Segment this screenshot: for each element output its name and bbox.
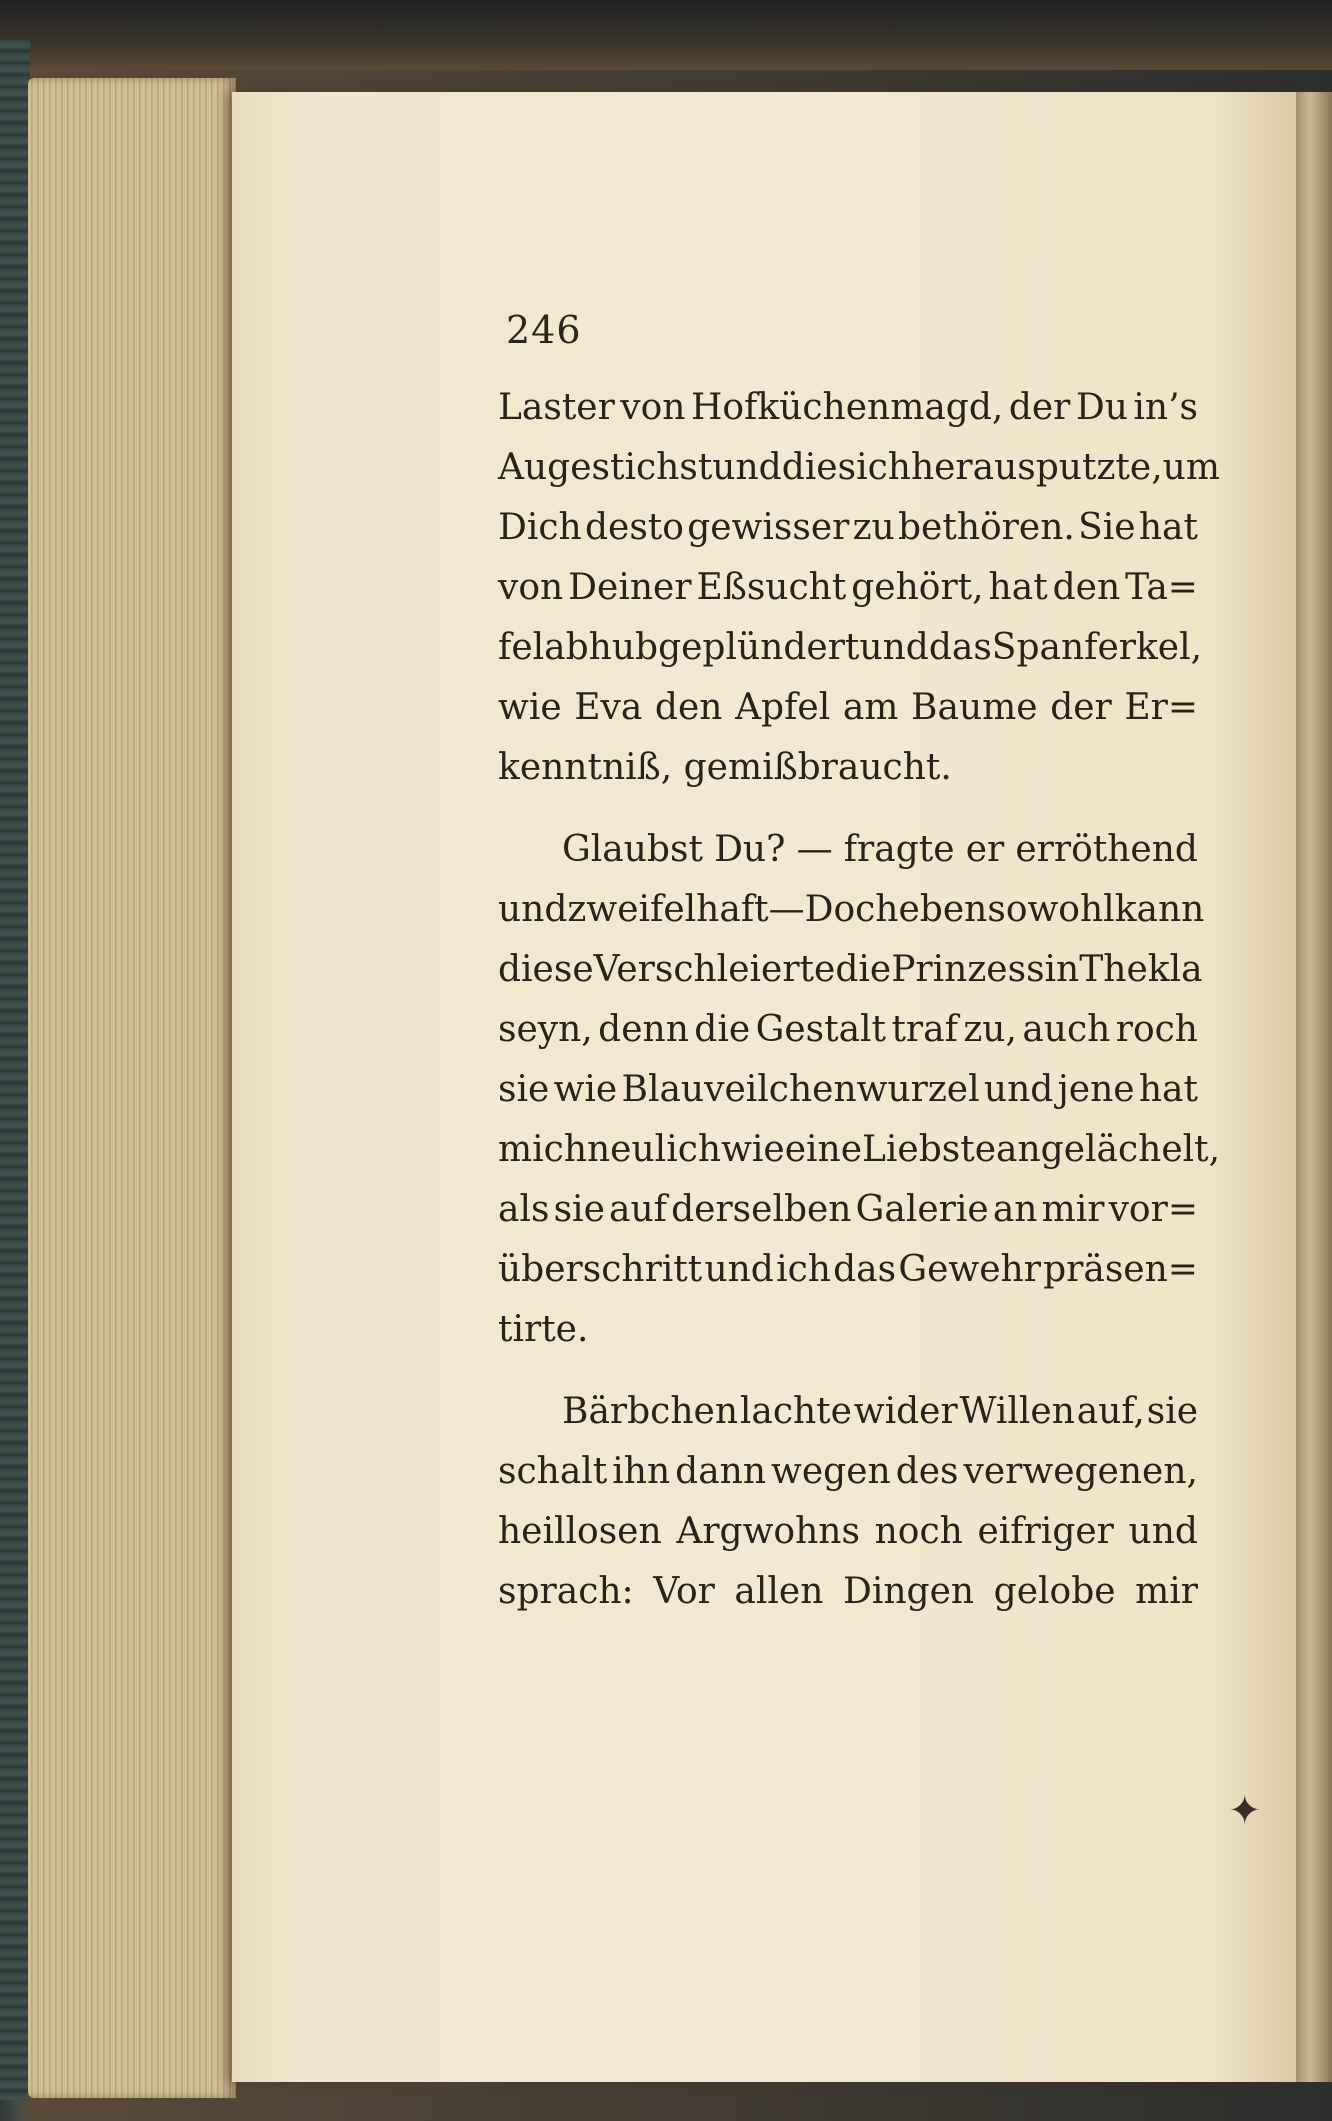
word: Prinzessin [891,949,1080,990]
word: ihn [612,1451,671,1492]
text-line [498,1240,1198,1300]
word: Argwohns [676,1511,860,1552]
text-line: kenntniß, gemißbraucht. [498,747,952,788]
word: und [1128,1511,1198,1552]
word: wider [853,1391,958,1432]
word: Eva [574,687,643,728]
word: auf [609,1189,667,1230]
word: erröthend [1015,829,1198,870]
word: bethören. [898,507,1075,548]
word: als [498,1189,550,1230]
word: — [768,889,805,930]
word: Verschleierte [593,949,836,990]
word: den [1052,567,1121,608]
paragraph [498,1382,1198,1622]
word: zu, [963,1009,1017,1050]
word: überschritt [498,1249,703,1290]
margin-ink-mark: ✦ [1228,1788,1262,1834]
word: Thekla [1079,949,1203,990]
text-line [498,1180,1198,1240]
word: fragte [843,829,955,870]
word: zweifelhaft [567,889,769,930]
word: Laster [498,387,615,428]
word: Du? [714,829,786,870]
word: das [833,1249,897,1290]
word: und [712,447,782,488]
word: Baume [911,687,1038,728]
word: um [1162,447,1220,488]
word: er [965,829,1005,870]
book-spine [0,40,30,2100]
word: Dich [498,507,582,548]
word: geplündert [658,627,860,668]
word: schalt [498,1451,608,1492]
page-stack-edge [28,78,236,2098]
book-cover-top [0,0,1332,70]
word: sowohl [987,889,1115,930]
text-line [498,820,1198,880]
word: Ta= [1125,567,1198,608]
word: Dingen [842,1571,975,1612]
word: sprach: [498,1571,634,1612]
word: zu [852,507,895,548]
word: Auge [498,447,592,488]
word: seyn, [498,1009,593,1050]
text-line [498,1060,1198,1120]
word: denn [598,1009,689,1050]
word: Er= [1124,687,1198,728]
text-line [498,940,1203,1000]
word: mich [498,1129,587,1170]
word: gelobe [993,1571,1116,1612]
word: eben [898,889,988,930]
word: Spanferkel, [991,627,1203,668]
word: auf, [1076,1391,1145,1432]
word: mir [1135,1571,1198,1612]
text-line [498,378,1198,438]
word: Blauveilchenwurzel [621,1069,980,1110]
paragraph [498,820,1221,1360]
word: neulich [587,1129,722,1170]
text-line [498,1120,1221,1180]
word: mir [1041,1189,1105,1230]
word: sie [498,1069,550,1110]
word: desto [584,507,684,548]
word: Liebste [862,1129,997,1170]
word: dann [675,1451,767,1492]
word: in’s [1133,387,1198,428]
word: wie [553,1069,618,1110]
word: und [859,627,929,668]
word: roch [1115,1009,1198,1050]
word: wegen [771,1451,891,1492]
page-text [498,378,1221,1622]
word: das [928,627,992,668]
word: Hofküchenmagd, [690,387,1004,428]
word: auch [1022,1009,1111,1050]
word: Gewehr [898,1249,1041,1290]
word: und [704,1249,774,1290]
text-line [498,678,1198,738]
word: die [694,1009,751,1050]
text-line [498,1502,1198,1562]
word: jene [1057,1069,1135,1110]
word: gehört, [851,567,984,608]
word: Vor [653,1571,715,1612]
word: Gestalt [755,1009,887,1050]
word: herausputzte, [910,447,1163,488]
word: gewisser [687,507,850,548]
word: des [895,1451,959,1492]
word: von [620,387,686,428]
word: den [654,687,723,728]
word: angelächelt, [996,1129,1221,1170]
word: sie [553,1189,605,1230]
word: am [842,687,899,728]
paragraph [498,378,1220,798]
word: hat [1138,1069,1198,1110]
word: verwegenen, [963,1451,1198,1492]
word: — [796,829,833,870]
word: und [498,889,568,930]
word: Deiner [568,567,692,608]
word: diese [498,949,594,990]
text-line [498,1382,1198,1442]
word: hat [1138,507,1198,548]
word: kann [1114,889,1205,930]
word: sie [1146,1391,1198,1432]
word: Willen [959,1391,1075,1432]
word: und [983,1069,1054,1110]
text-line [498,1442,1198,1502]
word: Galerie [855,1189,989,1230]
word: die [835,949,892,990]
word: stichst [591,447,713,488]
word: traf [891,1009,958,1050]
text-line [498,618,1203,678]
word: Glaubst [562,829,703,870]
word: wie [721,1129,785,1170]
text-line [498,438,1220,498]
word: an [992,1189,1038,1230]
text-line: tirte. [498,1309,589,1350]
word: eine [784,1129,863,1170]
text-line [498,880,1205,940]
word: Eßsucht [696,567,847,608]
word: heillosen [498,1511,662,1552]
word: Bärbchen [562,1391,739,1432]
word: die [781,447,838,488]
word: präsen= [1043,1249,1198,1290]
word: der [1050,687,1112,728]
text-line [498,1000,1198,1060]
word: lachte [739,1391,852,1432]
word: hat [988,567,1048,608]
word: sich [837,447,911,488]
word: Sie [1078,507,1136,548]
page-number: 246 [506,308,582,352]
word: Doch [804,889,899,930]
word: vor= [1108,1189,1198,1230]
word: Du [1075,387,1128,428]
text-line [498,558,1198,618]
word: wie [498,687,562,728]
word: allen [734,1571,824,1612]
text-line [498,1562,1198,1622]
word: der [1008,387,1071,428]
word: noch [874,1511,963,1552]
text-line [498,498,1198,558]
word: Apfel [735,687,831,728]
word: ich [776,1249,831,1290]
word: derselben [671,1189,852,1230]
facing-page-edge [1296,92,1332,2082]
word: felabhub [498,627,659,668]
word: von [498,567,564,608]
word: eifriger [977,1511,1114,1552]
